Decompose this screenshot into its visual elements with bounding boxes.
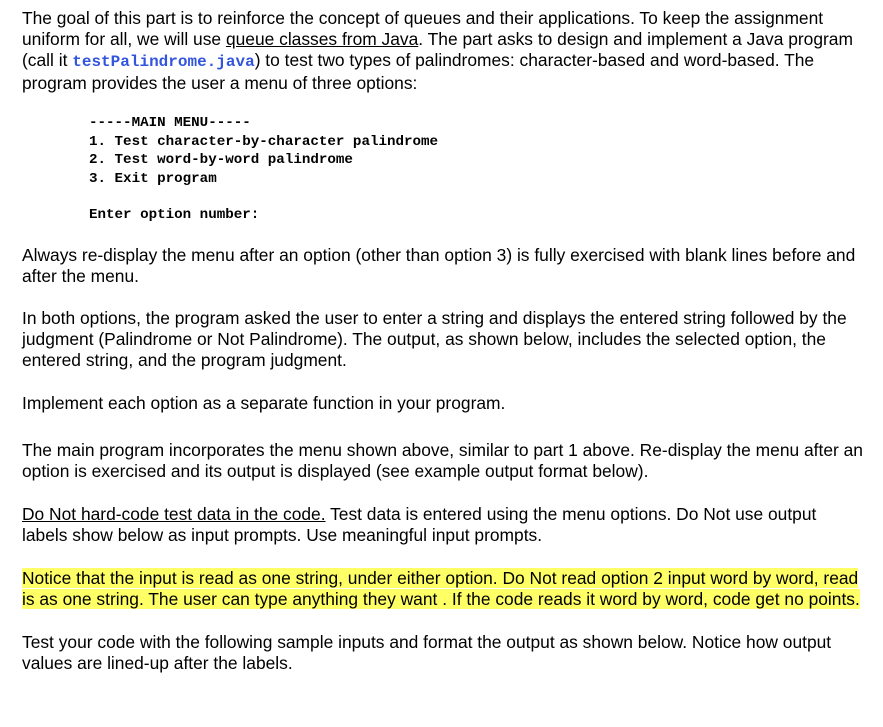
intro-paragraph [22, 8, 864, 94]
intro-text-start: The goal of this part is to reinforce the concept of queues and their applications. To keep the assignment uniform for all, we will use [22, 8, 824, 49]
filename-code: testPalindrome.java [72, 53, 255, 71]
intro-text-end: ) to test two types of palindromes: character-based and word-based. The program provides the user a menu of three options: [22, 50, 815, 93]
menu-option-3: 3. Exit program [89, 170, 217, 187]
menu-header: -----MAIN MENU----- [89, 115, 251, 131]
hardcode-rest: Test data is entered using the menu options. Do Not use output labels show below as input prompts. Use meaningful input prompts. [22, 503, 817, 545]
both-options-paragraph: In both options, the program asked the user to enter a string and displays the entered string followed by the judgment (Palindrome or Not Palindrome). The output, as shown below, includes the selected option, the entered string, and the program judgment. [22, 307, 847, 370]
implement-paragraph: Implement each option as a separate function in your program. [22, 392, 506, 413]
queue-classes-link[interactable]: queue classes from Java [225, 29, 419, 49]
redisplay-paragraph: Always re-display the menu after an option (other than option 3) is fully exercised with blank lines before and after the menu. [22, 244, 856, 286]
hardcode-paragraph [22, 504, 864, 546]
menu-option-2: 2. Test word-by-word palindrome [89, 152, 353, 168]
menu-option-1: 1. Test character-by-character palindrome [89, 133, 439, 150]
hardcode-warning: Do Not hard-code test data in the code. [22, 503, 326, 524]
notice-paragraph [22, 568, 864, 610]
intro-text-middle: . The part asks to design and implement a Java program (call it [22, 29, 853, 70]
main-program-paragraph: The main program incorporates the menu shown above, similar to part 1 above. Re-display the menu after an option is exercised and its output is displayed (see example output format below). [22, 439, 863, 481]
notice-highlighted-text: Notice that the input is read as one string, under either option. Do Not read option 2 input word by word, read is as one string. The user can type anything they want . If the code reads it word by word, code get no points. [22, 567, 860, 609]
menu-prompt: Enter option number: [89, 207, 260, 223]
document-body [22, 8, 864, 674]
menu-listing [22, 114, 864, 188]
test-code-paragraph: Test your code with the following sample inputs and format the output as shown below. Notice how output values are lined-up after the labels. [22, 631, 832, 673]
